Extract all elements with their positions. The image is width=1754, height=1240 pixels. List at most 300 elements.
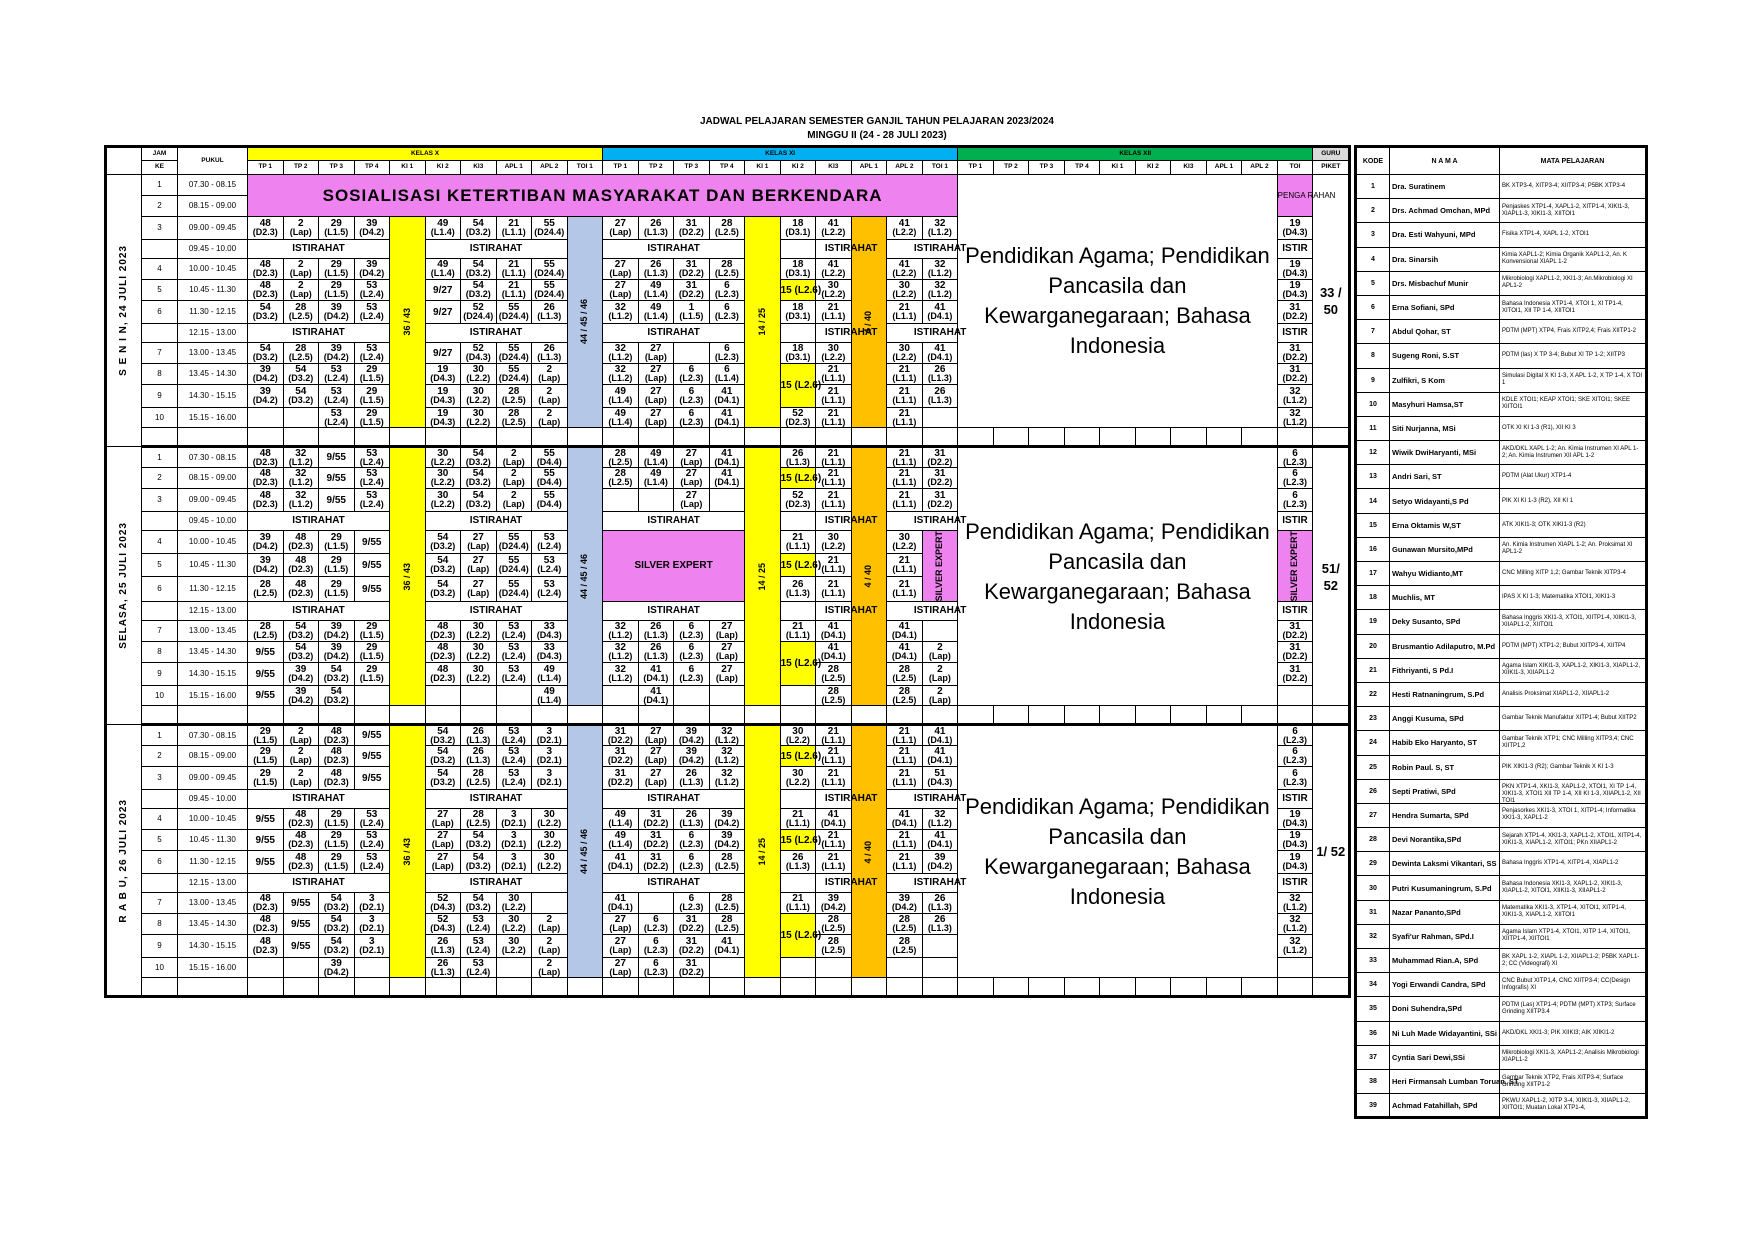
cell-x-ki [496,554,532,577]
cell-room: (D3.2) [430,564,456,575]
cell-teacher-code: 26 [934,386,946,397]
cell-room: (D4.3) [927,777,953,788]
empty-cell [1242,978,1278,997]
cell-teacher-code: 29 [330,532,342,544]
cell-xi-tp [603,958,639,978]
cell-room: (L2.4) [501,630,526,641]
istir-xii: ISTIR [1277,512,1313,531]
teacher-subjects: PKN XTP1-4, XKI1-3, XAPL1-2, XTOI1, XI TP 1-4, XIKI1-3, XTOI1 XII TP 1-4, XII KI 1-3, XIIAPL1-2, XII TOI1 [1502,784,1641,805]
cell-teacher-code: 27 [614,914,626,926]
teacher-name: Hendra Sumarta, SPd [1390,803,1500,827]
cell-xi-tp [709,914,745,935]
cell-room: (Lap) [644,352,667,362]
teacher-subjects: CNC Bubut XITP1,4, CNC XIITP3-4; CC(Design Infografis) XI [1502,977,1631,991]
cell-room: (D4.1) [714,395,740,405]
cell-xii-toi [1277,343,1313,364]
istirahat-x-ki: ISTIRAHAT [425,874,567,893]
time-slot: 09.45 - 10.00 [178,790,248,809]
time-slot [178,978,248,997]
cell-room: (D2.1) [536,734,562,745]
cell-room: (D4.1) [643,673,669,684]
teacher-row [1356,586,1647,610]
istirahat-xi-apl: ISTIRAHAT [887,324,994,343]
cell-teacher-code: 31 [1289,621,1301,633]
teacher-subjects-cell [1500,658,1647,682]
cell-room: (L1.3) [785,456,810,467]
cell-xi-ki2 [780,408,816,428]
cell-x-ki [532,914,568,935]
cell-room: (D4.2) [359,268,385,278]
teacher-subjects: PIK XI KI 1-3 (R2), XII KI 1 [1502,497,1574,504]
cell-teacher-code: 39 [685,725,697,737]
teacher-subjects: PDTM (MPT) XTP4, Frais XITP2,4; Frais XIITP1-2 [1502,328,1637,335]
cell-room: (D2.2) [643,861,669,872]
cell-room: (D2.2) [1282,673,1308,684]
cell-teacher-code: 9/27 [433,347,453,359]
cell-teacher-code: 6 [688,830,695,842]
cell-x-tp [248,554,284,577]
cell-teacher-code: 52 [792,407,804,419]
cell-room: (L1.1) [892,861,917,872]
cell-teacher-code: 29 [330,218,342,229]
col-xi: KI3 [816,161,852,175]
jam-ke: 1 [142,447,178,468]
teacher-subjects-cell [1500,755,1647,779]
cell-x-ki [461,767,497,790]
cell-x-tp [283,914,319,935]
cell-teacher-code: 41 [827,259,839,270]
cell-xi-ki3 [816,851,852,874]
cell-teacher-code: 30 [898,343,910,354]
col-xii: KI 1 [1100,161,1136,175]
cell-room: (D4.3) [1282,861,1308,872]
cell-xii-toi [1277,468,1313,489]
jam-ke: 8 [142,642,178,663]
istir-xii: ISTIR [1277,790,1313,809]
cell-room: (Lap) [609,268,632,278]
cell-xii-toi [1277,809,1313,830]
cell-x-ki [425,408,461,428]
cell-x-tp [283,343,319,364]
cell-teacher-code: 9/55 [255,646,275,658]
teacher-code: 4 [1356,247,1390,271]
cell-room: (D2.1) [501,818,527,829]
cell-teacher-code: 27 [614,957,626,969]
cell-x-tp [319,364,355,385]
istirahat-xi-tp: ISTIRAHAT [603,874,745,893]
cell-x-tp [283,809,319,830]
istirahat-x-ki: ISTIRAHAT [425,790,567,809]
cell-x-tp [248,935,284,958]
cell-x-ki [461,686,497,706]
cell-teacher-code: 21 [508,259,520,270]
cell-x-ki [532,746,568,767]
cell-room: (D2.3) [785,416,811,427]
cell-xi-ki3 [816,554,852,577]
cell-x-ki [532,343,568,364]
istirahat-x-tp: ISTIRAHAT [248,512,390,531]
time-slot: 15.15 - 16.00 [178,958,248,978]
cell-xi-tp [603,301,639,324]
cell-xi-tp [638,259,674,280]
cell-teacher-code: 31 [614,746,626,758]
cell-teacher-code: 9/27 [433,306,453,318]
cell-xi-tp [603,621,639,642]
cell-room: (L2.2) [466,673,491,684]
cell-teacher-code: 30 [827,532,839,544]
cell-room: (L2.2) [466,416,491,427]
cell-x-tp [248,489,284,512]
cell-teacher-code: 53 [543,555,555,567]
teacher-subjects-cell [1500,441,1647,465]
cell-teacher-code: 49 [650,302,662,313]
jam-ke: 6 [142,577,178,602]
cell-teacher-code: 30 [898,532,910,544]
cell-x-tp [354,343,390,364]
cell-room: (D3.2) [465,902,491,913]
cell-teacher-code: 39 [721,809,733,821]
cell-teacher-code: 53 [508,664,520,676]
cell-x-tp [283,554,319,577]
cell-teacher-code: 21 [792,809,804,821]
teacher-subjects: AKD/DKL XAPL 1-2; An. Kimia Instrumen XI APL 1-2; An. Kimia Instrumen XII APL 1-2 [1502,445,1639,459]
teacher-code: 32 [1356,924,1390,948]
cell-teacher-code: 21 [508,218,520,229]
teacher-subjects: PIK XIKI1-3 (R2); Gambar Teknik X KI 1-3 [1502,763,1614,770]
cell-room: (D2.3) [785,499,811,509]
cell-xi-tp [709,259,745,280]
istirahat-x-tp: ISTIRAHAT [248,324,390,343]
cell-teacher-code: 27 [472,555,484,567]
cell-teacher-code: 28 [721,218,733,229]
teacher-name: Setyo Widayanti,S Pd [1390,489,1500,513]
cell-x-ki [461,259,497,280]
cell-room: (L2.4) [324,373,349,383]
cell-x-ki [425,621,461,642]
cell-teacher-code: 54 [330,685,342,697]
cell-teacher-code: 6 [688,621,695,633]
cell-room: (D2.3) [288,861,314,872]
cell-teacher-code: 9/55 [291,897,311,909]
cell-xi-tp [603,893,639,914]
cell-room: (L2.3) [714,311,739,321]
cell-room: (Lap) [609,966,632,977]
empty-cell [1100,978,1136,997]
cell-teacher-code: 6 [688,364,695,375]
teacher-code: 6 [1356,295,1390,319]
jam-ke: 10 [142,686,178,706]
teacher-subjects-cell [1500,973,1647,997]
cell-xi-apl2 [887,385,923,408]
cell-x-tp [283,408,319,428]
cell-room: (L1.2) [927,227,952,237]
cell-teacher-code: 53 [508,768,520,780]
cell-teacher-code: 21 [508,280,520,291]
cell-x-tp [283,642,319,663]
istirahat-x-ki: ISTIRAHAT [425,602,567,621]
teacher-code: 21 [1356,658,1390,682]
cell-room: (L1.5) [324,541,349,552]
teacher-name: Dewinta Laksmi Vikantari, SS [1390,852,1500,876]
teacher-subjects-cell [1500,175,1647,199]
teacher-row [1356,779,1647,803]
col-xii: APL 2 [1242,161,1278,175]
cell-teacher-code: 39 [827,893,839,905]
teacher-name: Putri Kusumaningrum, S.Pd [1390,876,1500,900]
cell-teacher-code: 30 [543,830,555,842]
cell-room: (Lap) [928,673,951,684]
istirahat-x-tp: ISTIRAHAT [248,790,390,809]
cell-teacher-code: 54 [330,936,342,948]
empty-cell [567,706,603,725]
cell-teacher-code: 2 [297,259,304,270]
cell-teacher-code: 54 [437,579,449,591]
teacher-code: 31 [1356,900,1390,924]
cell-room: (D24.4) [534,227,565,237]
empty-cell [1135,428,1171,447]
teacher-subjects: Matematika XKI1-3, XTP1-4, XITOI1, XITP1-4, XIKI1-3, XIAPL1-2, XIITOI1 [1502,905,1626,919]
cell-xi-tp [709,809,745,830]
teacher-subjects-cell [1500,295,1647,319]
cell-room: (D3.2) [252,311,278,321]
cell-room: (D2.2) [678,289,704,299]
istirahat-xi-tp: ISTIRAHAT [603,240,745,259]
cell-teacher-code: 48 [259,259,271,270]
cell-teacher-code: 21 [827,447,839,459]
cell-teacher-code: 32 [1289,893,1301,905]
cell-teacher-code: 27 [685,490,697,501]
cell-teacher-code: 49 [614,809,626,821]
cell-room: (D3.2) [288,630,314,641]
cell-room: (L1.1) [821,477,846,487]
teacher-subjects-cell [1500,392,1647,416]
cell-x-tp [354,280,390,301]
cell-teacher-code: 3 [546,746,553,758]
jam-ke: 4 [142,531,178,554]
cell-x-ki [532,809,568,830]
cell-room: (Lap) [467,588,490,599]
cell-teacher-code: 3 [368,914,375,926]
band-x-toi [567,447,603,706]
cell-xi-tp [638,958,674,978]
cell-teacher-code: 52 [472,302,484,313]
teacher-row [1356,1021,1647,1045]
teacher-name: Dra. Esti Wahyuni, MPd [1390,223,1500,247]
cell-room: (Lap) [289,734,312,745]
cell-xi-tp [709,746,745,767]
cell-teacher-code: 21 [827,579,839,591]
cell-x-tp [354,893,390,914]
cell-xi-toi [922,301,958,324]
cell-xi-tp [709,489,745,512]
teacher-row [1356,610,1647,634]
teacher-subjects-cell [1500,223,1647,247]
istirahat-x-ki: ISTIRAHAT [425,240,567,259]
cell-teacher-code: 2 [297,280,304,291]
cell-teacher-code: 27 [472,579,484,591]
teacher-subjects: An. Kimia Instrumen XIAPL 1-2; An. Proksimat XI APL1-2 [1502,542,1633,556]
cell-room: (L1.3) [785,588,810,599]
jam-ke: 9 [142,663,178,686]
col-xi: TP 4 [709,161,745,175]
cell-room: (L2.3) [679,673,704,684]
cell-room: (L1.4) [608,416,633,427]
teacher-code: 39 [1356,1094,1390,1118]
teacher-subjects: Mikrobiologi XKI1-3, XAPL1-2; Analisis Mikrobiologi XIAPL1-2 [1502,1050,1639,1064]
cell-teacher-code: 31 [685,280,697,291]
teacher-row [1356,368,1647,392]
cell-xii-toi [1277,663,1313,686]
cell-room: (L1.2) [608,311,633,321]
cell-room: (L2.2) [785,734,810,745]
cell-teacher-code: 32 [614,664,626,676]
cell-x-tp [283,767,319,790]
empty-cell [496,978,532,997]
istirahat-xi-ki: ISTIRAHAT [816,790,887,809]
cell-teacher-code: 54 [295,386,307,397]
cell-xi-tp [638,301,674,324]
cell-teacher-code: 54 [259,302,271,313]
cell-xii-toi [1277,408,1313,428]
cell-x-ki [425,280,461,301]
header-kelas-xi: KELAS XI [603,147,958,161]
cell-room: (L2.2) [537,818,562,829]
cell-teacher-code: 48 [295,579,307,591]
cell-room: (D2.2) [678,966,704,977]
cell-xi-tp [638,809,674,830]
cell-x-tp [319,408,355,428]
cell-xi-ki3 [816,468,852,489]
teacher-name: Erna Sofiani, SPd [1390,295,1500,319]
cell-teacher-code: 41 [934,302,946,313]
cell-room: (L1.3) [927,902,952,913]
col-x: KI3 [461,161,497,175]
cell-room: (D2.3) [252,499,278,509]
teacher-col-mapel: MATA PELAJARAN [1500,147,1647,175]
cell-room: (L1.1) [785,902,810,913]
band-xi-ki1 [745,217,781,428]
cell-teacher-code: 21 [898,407,910,419]
cell-room: (L2.4) [324,416,349,427]
empty-cell [816,978,852,997]
teacher-name: Doni Suhendra,SPd [1390,997,1500,1021]
empty-cell [1029,706,1065,725]
teacher-subjects-cell [1500,1094,1647,1118]
cell-x-ki [532,280,568,301]
cell-xi-ki2 [780,447,816,468]
cell-teacher-code: 41 [827,621,839,633]
cell-xi-tp [674,621,710,642]
cell-xi-apl2 [887,554,923,577]
cell-room: (L1.3) [537,352,562,362]
cell-room: (D2.3) [288,564,314,575]
cell-xi-ki2: 15 (L2.6) [780,746,816,767]
cell-room: (L2.2) [501,902,526,913]
cell-room: (L2.4) [359,311,384,321]
time-slot: 13.00 - 13.45 [178,621,248,642]
cell-room: (L1.1) [892,395,917,405]
empty-cell [1242,428,1278,447]
cell-xi-apl2 [887,725,923,746]
cell-teacher-code: 28 [827,936,839,948]
cell-xi-tp [603,725,639,746]
cell-x-tp [248,531,284,554]
teacher-row [1356,997,1647,1021]
teacher-row [1356,682,1647,706]
cell-xi-ki3 [816,259,852,280]
cell-x-ki [496,301,532,324]
cell-teacher-code: 54 [472,468,484,479]
cell-teacher-code: 31 [685,218,697,229]
band-xi-ki1-text: 14 / 25 [756,308,767,336]
cell-teacher-code: 2 [546,386,553,397]
cell-xi-tp [709,958,745,978]
teacher-subjects: Bahasa Indonesia XTP1-4, XTOI 1, XI TP1-4, XITOI1, XII TP 1-4, XIITOI1 [1502,300,1623,314]
teacher-subjects: Agama Islam XIKI1-3, XAPL1-2, XIKI1-3, XIAPL1-2, XIIKI1-3, XIIAPL1-2 [1502,663,1641,677]
cell-room: (L2.2) [892,268,917,278]
cell-room: (D2.2) [643,839,669,850]
cell-room: (D4.3) [536,630,562,641]
cell-xi-ki3 [816,746,852,767]
cell-room: (D24.4) [534,268,565,278]
cell-teacher-code: 48 [295,555,307,567]
teacher-name: Syafi'ur Rahman, SPd.I [1390,924,1500,948]
cell-teacher-code: 54 [295,642,307,654]
cell-x-tp [354,468,390,489]
cell-teacher-code: 21 [898,579,910,591]
istirahat-x-tp: ISTIRAHAT [248,602,390,621]
cell-xii-toi [1277,686,1313,706]
cell-room: (D4.3) [465,352,491,362]
teacher-row [1356,634,1647,658]
cell-teacher-code: 30 [898,280,910,291]
jam-ke: 3 [142,217,178,240]
cell-room: (L2.3) [679,902,704,913]
cell-room: (D3.2) [465,456,491,467]
cell-x-ki [532,830,568,851]
cell-room: (L1.1) [892,311,917,321]
cell-room: (D3.2) [323,902,349,913]
teacher-code: 13 [1356,465,1390,489]
cell-room: (L2.2) [430,499,455,509]
cell-room: (D2.3) [288,588,314,599]
cell-room: (L1.2) [608,673,633,684]
jam-ke: 1 [142,725,178,746]
cell-room: (D3.1) [785,227,811,237]
schedule-grid [104,145,1351,998]
time-slot: 10.00 - 10.45 [178,809,248,830]
cell-x-ki [496,914,532,935]
day-label-text: R A B U, 26 JULI 2023 [118,798,129,923]
cell-teacher-code: 9/55 [362,730,382,742]
guru-piket: 33 / 50 [1313,175,1350,428]
cell-teacher-code: 19 [437,364,449,375]
cell-room: (L2.3) [1282,755,1307,766]
teacher-row [1356,1045,1647,1069]
cell-teacher-code: 41 [721,468,733,479]
cell-teacher-code: 31 [685,957,697,969]
cell-x-tp [354,830,390,851]
col-xii: TOI [1277,161,1313,175]
teacher-subjects-cell [1500,562,1647,586]
cell-room: (L2.3) [679,373,704,383]
cell-teacher-code: 55 [543,490,555,501]
cell-teacher-code: 21 [898,830,910,842]
cell-xi-tp [638,280,674,301]
cell-x-ki [461,621,497,642]
cell-room: (L1.5) [324,861,349,872]
cell-room: (D3.2) [430,777,456,788]
